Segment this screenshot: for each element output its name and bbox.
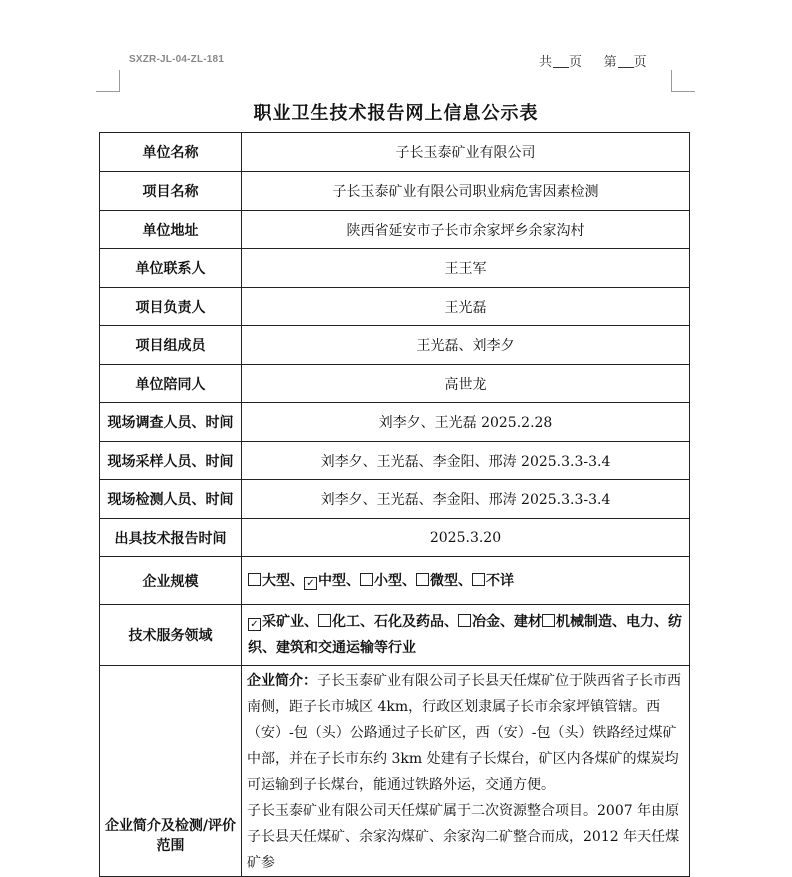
service-label: 技术服务领域	[100, 605, 242, 666]
row-value: 王光磊	[242, 288, 690, 326]
info-table	[99, 132, 690, 877]
row-label: 现场采样人员、时间	[100, 442, 242, 480]
row-value: 刘李夕、王光磊、李金阳、邢涛 2025.3.3-3.4	[242, 480, 690, 519]
table-row-scale	[100, 557, 690, 605]
option-micro: 微型	[430, 572, 458, 589]
table-row	[100, 326, 690, 365]
checkbox-metallurgy[interactable]	[458, 614, 471, 627]
option-small: 小型	[374, 572, 402, 589]
crop-mark-left-h	[96, 91, 120, 92]
table-row	[100, 442, 690, 480]
table-row-service	[100, 605, 690, 666]
checkbox-medium[interactable]: ✓	[304, 577, 317, 590]
row-label: 单位名称	[100, 133, 242, 172]
row-label: 项目组成员	[100, 326, 242, 365]
row-value: 子长玉泰矿业有限公司职业病危害因素检测	[242, 172, 690, 211]
row-label: 现场检测人员、时间	[100, 480, 242, 519]
option-medium: 中型	[318, 572, 346, 589]
checkbox-chemical[interactable]	[318, 614, 331, 627]
checkbox-mining[interactable]: ✓	[248, 618, 261, 631]
scale-label: 企业规模	[100, 557, 242, 605]
option-machinery: 机械制造、电力、纺织、建筑和交通运输等行业	[248, 614, 682, 656]
table-row	[100, 480, 690, 519]
row-value: 子长玉泰矿业有限公司	[242, 133, 690, 172]
table-row-intro	[100, 666, 690, 877]
checkbox-unknown[interactable]	[472, 573, 485, 586]
row-label: 项目名称	[100, 172, 242, 211]
service-options	[242, 605, 690, 666]
document-code: SXZR-JL-04-ZL-181	[129, 54, 225, 65]
row-label: 项目负责人	[100, 288, 242, 326]
row-value: 刘李夕、王光磊 2025.2.28	[242, 403, 690, 442]
row-label: 现场调查人员、时间	[100, 403, 242, 442]
page-count: 共 页 第 页	[539, 55, 648, 70]
crop-mark-left-v	[119, 70, 120, 92]
table-row	[100, 288, 690, 326]
scale-options: 大型、 ✓ 中型、 小型、 微型、 不详	[242, 557, 690, 605]
row-value: 王王军	[242, 249, 690, 288]
checkbox-large[interactable]	[248, 573, 261, 586]
crop-mark-right-h	[671, 91, 695, 92]
row-value: 王光磊、刘李夕	[242, 326, 690, 365]
row-value: 高世龙	[242, 365, 690, 403]
crop-mark-right-v	[671, 70, 672, 92]
row-label: 单位联系人	[100, 249, 242, 288]
table-row	[100, 249, 690, 288]
table-row	[100, 211, 690, 249]
row-value: 陕西省延安市子长市余家坪乡余家沟村	[242, 211, 690, 249]
intro-label: 企业简介及检测/评价范围	[100, 666, 242, 877]
checkbox-micro[interactable]	[416, 573, 429, 586]
table-row	[100, 172, 690, 211]
row-value: 2025.3.20	[242, 519, 690, 557]
checkbox-machinery[interactable]	[542, 614, 555, 627]
option-metallurgy: 冶金、建材	[472, 614, 542, 630]
intro-text	[242, 666, 690, 877]
row-label: 单位陪同人	[100, 365, 242, 403]
option-large: 大型	[262, 572, 290, 589]
intro-paragraph-1: 子长玉泰矿业有限公司子长县天任煤矿位于陕西省子长市西南侧，距子长市城区 4km，行政区划隶属子长市余家坪镇管辖。西（安）-包（头）公路通过子长矿区，西（安）-包（头）铁路经过煤矿中部，并在子长市东约 3km 处建有子长煤台，矿区内各煤矿的煤炭均可运输到子长煤台，能通过铁路外运，交通方便。	[247, 673, 681, 793]
table-row	[100, 403, 690, 442]
checkbox-small[interactable]	[360, 573, 373, 586]
row-label: 单位地址	[100, 211, 242, 249]
option-chemical: 化工、石化及药品、	[332, 614, 458, 630]
table-row	[100, 365, 690, 403]
intro-paragraph-2: 子长玉泰矿业有限公司天任煤矿属于二次资源整合项目。2007 年由原子长县天任煤矿、余家沟煤矿、余家沟二矿整合而成，2012 年天任煤矿参	[247, 803, 680, 871]
table-row	[100, 519, 690, 557]
page-title: 职业卫生技术报告网上信息公示表	[253, 103, 539, 124]
row-value: 刘李夕、王光磊、李金阳、邢涛 2025.3.3-3.4	[242, 442, 690, 480]
intro-heading: 企业简介：	[247, 673, 317, 689]
option-unknown: 不详	[486, 572, 514, 589]
row-label: 出具技术报告时间	[100, 519, 242, 557]
table-row	[100, 133, 690, 172]
option-mining: 采矿业、	[262, 614, 318, 630]
